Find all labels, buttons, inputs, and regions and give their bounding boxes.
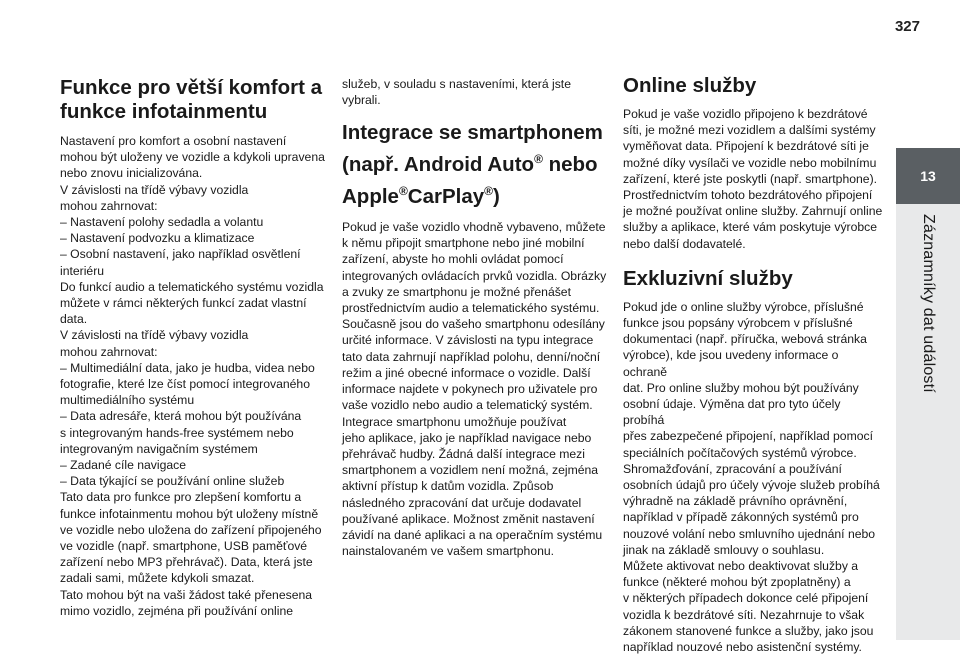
page-number: 327 (894, 18, 920, 35)
comfort-body: Nastavení pro komfort a osobní nastavení mohou být uloženy ve vozidle a kdykoli upravena nebo znovu inicializována. V závislosti na třídě výbavy vozidla mohou zahrnovat: – Nastavení polohy sedadla a volantu – Nastavení podvozku a klimatizace – Osobní nastavení, jako například osvětlení interiéru Do funkcí audio a telematického systému vozidla můžete v rámci některých funkcí zadat vlastní data. V závislosti na třídě výbavy vozidla mohou zahrnovat: – Multimediální data, jako je hudba, videa nebo fotografie, které lze číst pomocí integrovaného multimediálního systému – Data adresáře, která mohou být používána s integrovaným hands-free systémem nebo integrovaným navigačním systémem – Zadané cíle navigace – Data týkající se používání online služeb Tato data pro funkce pro zlepšení komfortu a funkce infotainmentu mohou být uloženy místně ve vozidle nebo uložena do zařízení připojeného ve vozidle (např. smartphone, USB paměťové zařízení nebo MP3 přehrávač). Data, která jste zadali sami, můžete kdykoli smazat. Tato mohou být na vaši žádost také přenesena mimo vozidlo, zejména při používání online (60, 134, 325, 618)
chapter-tab[interactable]: 13 (896, 148, 960, 204)
column-middle (342, 76, 608, 559)
exclusive-heading: Exkluzivní služby (623, 266, 793, 290)
comfort-heading: Funkce pro větší komfort a funkce infotainmentu (60, 76, 323, 123)
chapter-title: Záznamníky dat událostí (920, 214, 937, 393)
online-heading: Online služby (623, 74, 757, 97)
smartphone-body: Pokud je vaše vozidlo vhodně vybaveno, můžete k němu připojit smartphone nebo jiné mobilní zařízení, abyste ho mohli ovládat pomocí integrovaných ovládacích prvků vozidla. Obrázky a zvuky ze smartphonu je možné přenášet prostřednictvím audio a telematického systému. Současně jsou do vašeho smartphonu odesílány určité informace. V závislosti na typu integrace tato data zahrnují například polohu, denní/noční režim a jiné obecné informace o vozidle. Další informace najdete v pokynech pro uživatele pro vaše vozidlo nebo audio a telematický systém. Integrace smartphonu umožňuje používat jeho aplikace, jako je například navigace nebo přehrávač hudby. Žádná další integrace mezi smartphonem a vozidlem není možná, zejména aktivní přístup k datům vozidla. Způsob následného zpracování dat určuje dodavatel používané aplikace. Možnost změnit nastavení závidí na dané aplikaci a na operačním systému nainstalovaném ve vašem smartphonu. (342, 220, 607, 559)
exclusive-body: Pokud jde o online služby výrobce, příslušné funkce jsou popsány výrobcem v příslušné dokumentaci (např. příručka, webová stránka výrobce), kde jsou uvedeny informace o ochraně dat. Pro online služby mohou být používány osobní údaje. Výměna dat pro tyto účely probíhá přes zabezpečené připojení, například pomocí speciálních počítačových systémů výrobce. Shromažďování, zpracování a používání osobních údajů pro účely vývoje služeb probíhá výhradně na základě právního oprávnění, například v případě zákonných systémů pro nouzové volání nebo smluvního ujednání nebo jinak na základě smlouvy o souhlasu. Můžete aktivovat nebo deaktivovat služby a funkce (některé mohou být zpoplatněny) a v některých případech dokonce celé připojení vozidla k bezdrátové síti. Nezahrnuje to však zákonem stanovené funkce a služby, jako jsou například nouzové nebo asistenční systémy. (623, 299, 880, 655)
chapter-title-container (896, 204, 960, 640)
column-left (60, 70, 326, 619)
online-body: Pokud je vaše vozidlo připojeno k bezdrátové síti, je možné mezi vozidlem a dalšími systémy vyměňovat data. Připojení k bezdrátové síti je možné díky vysílači ve vozidle nebo mobilnímu zařízení, které jste poskytli (např. smartphone). Prostřednictvím tohoto bezdrátového připojení je možné používat online služby. Zahrnují online služby a aplikace, které vám poskytuje výrobce nebo další dodavatelé. (623, 107, 883, 251)
smartphone-heading: Integrace se smartphonem (např. Android Auto® nebo Apple®CarPlay®) (342, 121, 603, 209)
comfort-continuation: služeb, v souladu s nastaveními, která jste vybrali. (342, 77, 571, 108)
column-right (623, 74, 885, 655)
